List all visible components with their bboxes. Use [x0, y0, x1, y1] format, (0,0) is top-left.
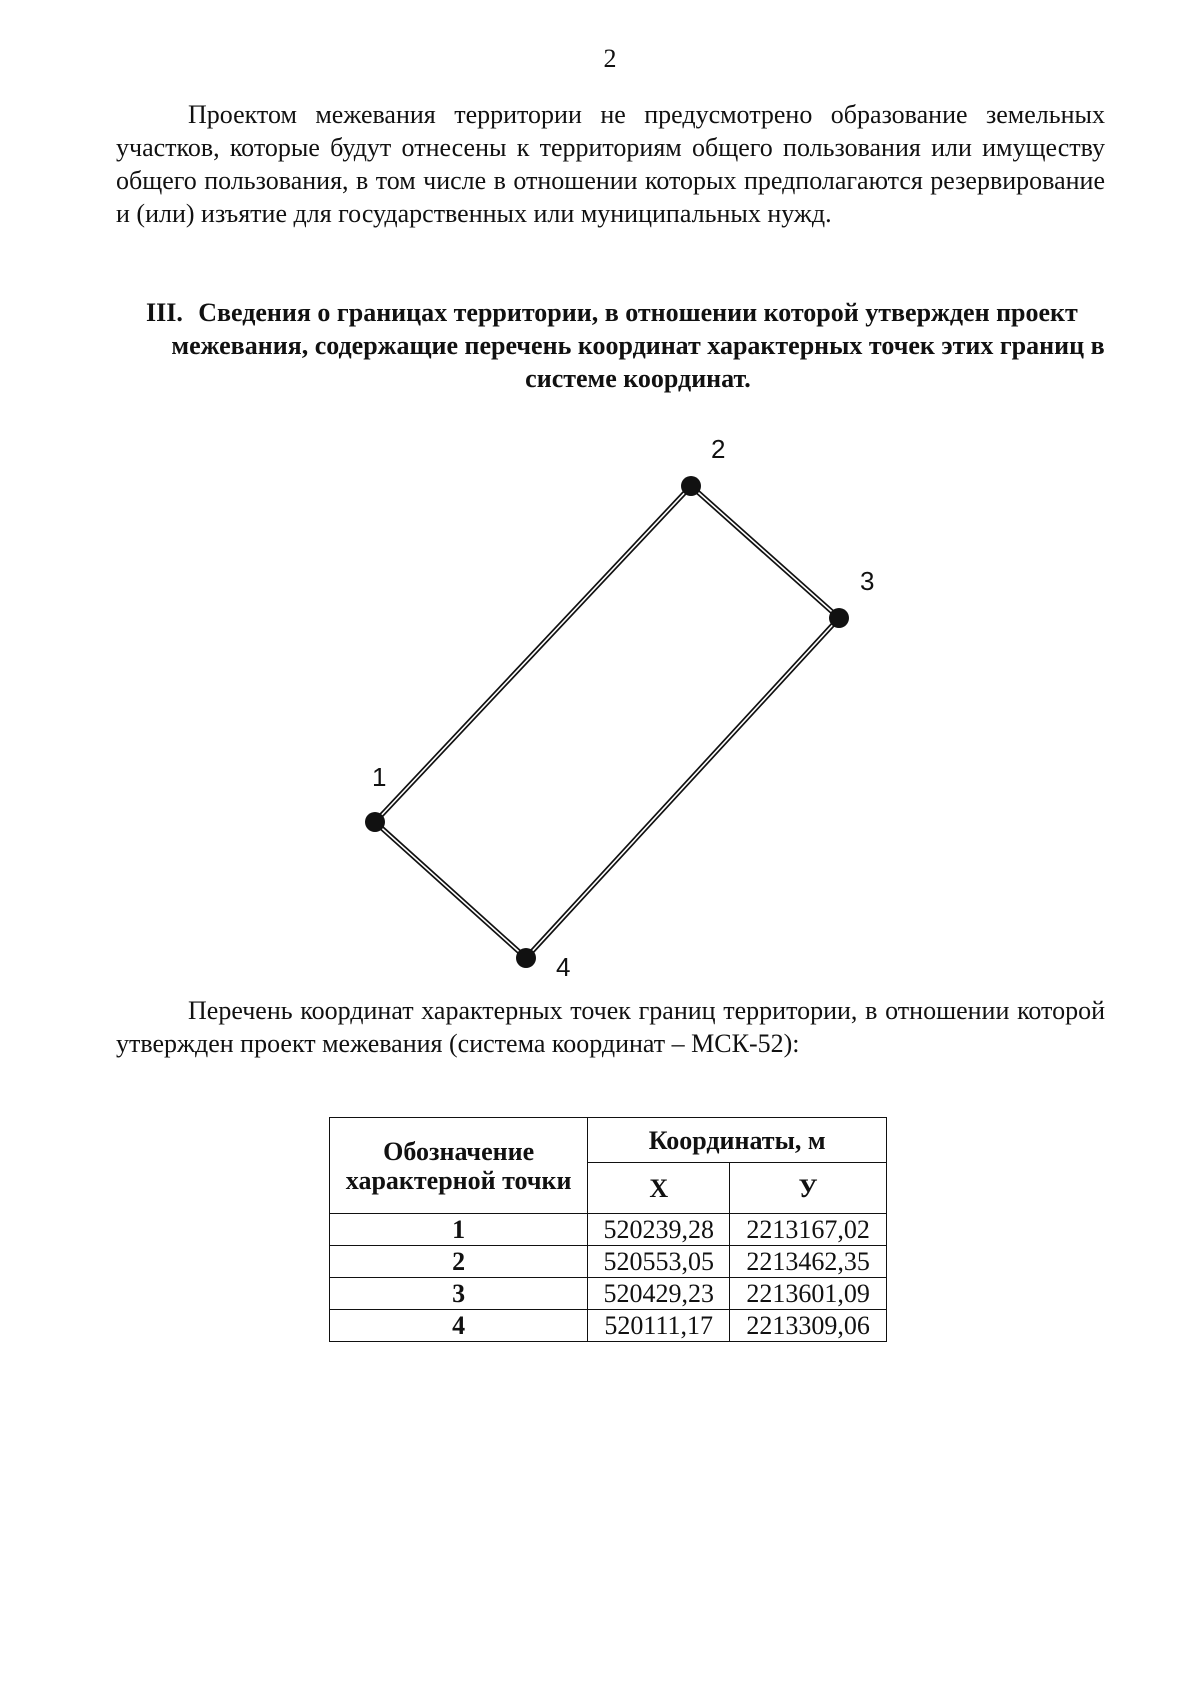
point-cell: 4 [330, 1310, 588, 1342]
boundary-point-4 [516, 948, 536, 968]
y-header: У [730, 1163, 887, 1214]
point-label-1: 1 [372, 762, 387, 792]
coordinates-header: Координаты, м [588, 1118, 887, 1163]
point-label-3: 3 [860, 566, 875, 596]
coordinates-table [329, 1117, 887, 1342]
x-header: X [588, 1163, 730, 1214]
point-cell: 3 [330, 1278, 588, 1310]
table-row [330, 1246, 887, 1278]
boundary-point-3 [829, 608, 849, 628]
boundary-point-2 [681, 476, 701, 496]
section-title: Сведения о границах территории, в отношении которой утвержден проект межевания, содержащие перечень координат характерных точек этих границ в системе координат. [171, 298, 1105, 393]
boundary-point-1 [365, 812, 385, 832]
intro-paragraph: Проектом межевания территории не предусмотрено образование земельных участков, которые будут отнесены к территориям общего пользования или имуществу общего пользования, в том числе в отношении которых предполагаются резервирование и (или) изъятие для государственных или муниципальных нужд. [116, 100, 1105, 228]
point-designation-header: Обозначение характерной точки [330, 1118, 588, 1214]
point-cell: 2 [330, 1246, 588, 1278]
x-cell: 520553,05 [588, 1246, 730, 1278]
x-cell: 520429,23 [588, 1278, 730, 1310]
table-row [330, 1214, 887, 1246]
section-numeral: III. [146, 298, 183, 327]
y-cell: 2213167,02 [730, 1214, 887, 1246]
table-row [330, 1310, 887, 1342]
y-cell: 2213601,09 [730, 1278, 887, 1310]
page-number: 2 [603, 44, 617, 73]
point-cell: 1 [330, 1214, 588, 1246]
table-row [330, 1278, 887, 1310]
y-cell: 2213462,35 [730, 1246, 887, 1278]
boundary-polygon [375, 486, 839, 958]
y-cell: 2213309,06 [730, 1310, 887, 1342]
x-cell: 520239,28 [588, 1214, 730, 1246]
point-label-2: 2 [711, 434, 726, 464]
coordinates-list-paragraph: Перечень координат характерных точек границ территории, в отношении которой утвержден проект межевания (система координат – МСК-52): [116, 996, 1105, 1058]
point-label-4: 4 [556, 952, 571, 982]
x-cell: 520111,17 [588, 1310, 730, 1342]
